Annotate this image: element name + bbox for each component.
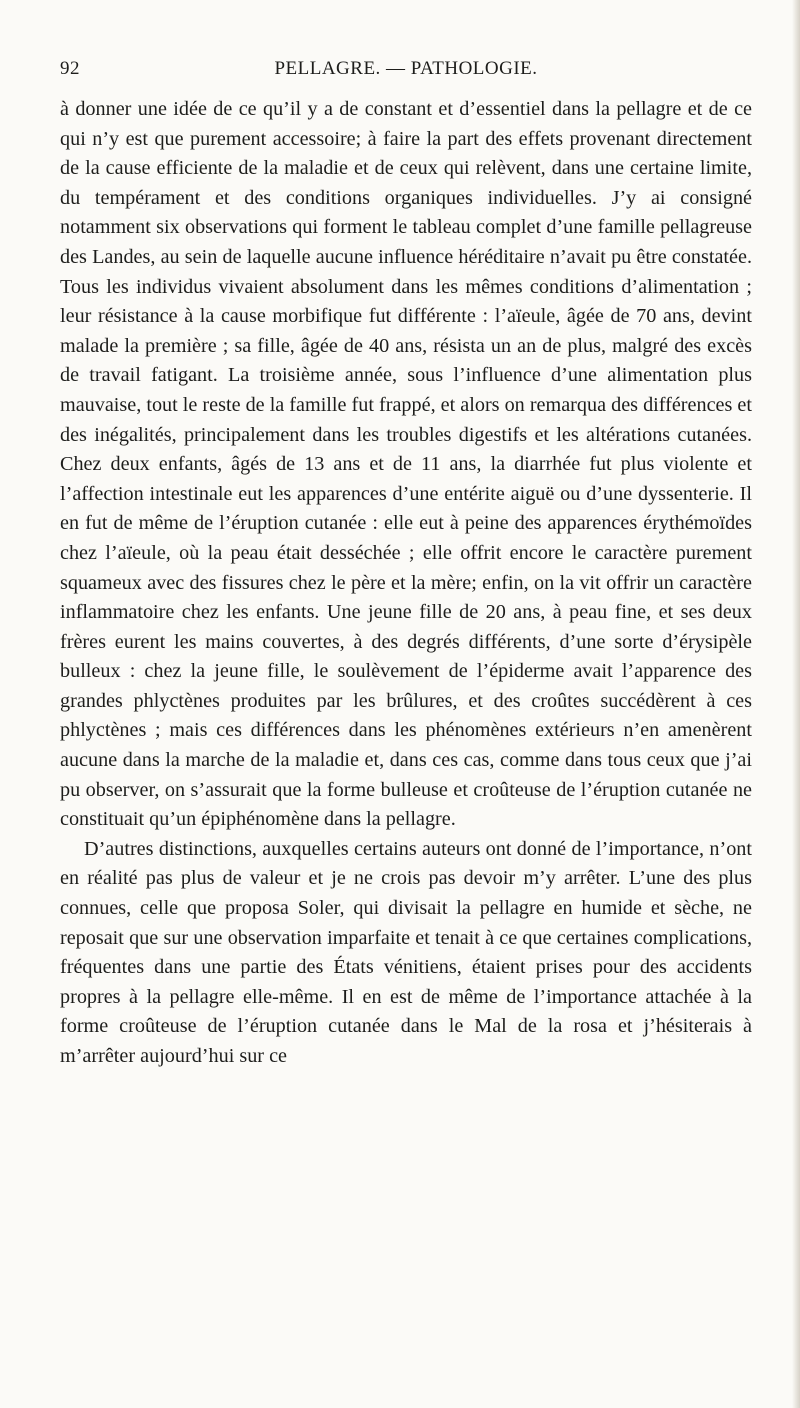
page-header-title: PELLAGRE. — PATHOLOGIE. bbox=[274, 58, 538, 79]
running-header bbox=[60, 58, 752, 86]
paragraph-1: à donner une idée de ce qu’il y a de constant et d’essentiel dans la pellagre et de ce qui n’y est que purement accessoire; à faire la part des effets provenant directement de la cause efficiente de la maladie et de ceux qui relèvent, dans une certaine limite, du tempérament et des conditions organiques individuelles. J’y ai consigné notamment six observations qui forment le tableau complet d’une famille pellagreuse des Landes, au sein de laquelle aucune influence héréditaire n’avait pu être constatée. Tous les individus vivaient absolument dans les mêmes conditions d’alimentation ; leur résistance à la cause morbifique fut différente : l’aïeule, âgée de 70 ans, devint malade la première ; sa fille, âgée de 40 ans, résista un an de plus, malgré des excès de travail fatigant. La troisième année, sous l’influence d’une alimentation plus mauvaise, tout le reste de la famille fut frappé, et alors on remarqua des différences et des inégalités, principalement dans les troubles digestifs et les altérations cutanées. Chez deux enfants, âgés de 13 ans et de 11 ans, la diarrhée fut plus violente et l’affection intestinale eut les apparences d’une entérite aiguë ou d’une dyssenterie. Il en fut de même de l’éruption cutanée : elle eut à peine des apparences érythémoïdes chez l’aïeule, où la peau était desséchée ; elle offrit encore le caractère purement squameux avec des fissures chez le père et la mère; enfin, on la vit offrir un caractère inflammatoire chez les enfants. Une jeune fille de 20 ans, à peau fine, et ses deux frères eurent les mains couvertes, à des degrés différents, d’une sorte d’érysipèle bulleux : chez la jeune fille, le soulèvement de l’épiderme avait l’apparence des grandes phlyctènes produites par les brûlures, et des croûtes succédèrent à ces phlyctènes ; mais ces différences dans les phénomènes extérieurs n’en amenèrent aucune dans la marche de la maladie et, dans ces cas, comme dans tous ceux que j’ai pu observer, on s’assurait que la forme bulleuse et croûteuse de l’éruption cutanée ne constituait qu’un épiphénomène dans la pellagre. bbox=[60, 98, 752, 831]
page-edge-shadow bbox=[792, 0, 800, 1408]
body-text bbox=[60, 95, 752, 1072]
paragraph-2: D’autres distinctions, auxquelles certains auteurs ont donné de l’importance, n’ont en réalité pas plus de valeur et je ne crois pas devoir m’y arrêter. L’une des plus connues, celle que proposa Soler, qui divisait la pellagre en humide et sèche, ne reposait que sur une observation imparfaite et tenait à ce que certaines complications, fréquentes dans une partie des États vénitiens, étaient prises pour des accidents propres à la pellagre elle-même. Il en est de même de l’importance attachée à la forme croûteuse de l’éruption cutanée dans le Mal de la rosa et j’hésiterais à m’arrêter aujourd’hui sur ce bbox=[60, 837, 752, 1067]
page-number: 92 bbox=[60, 58, 80, 79]
